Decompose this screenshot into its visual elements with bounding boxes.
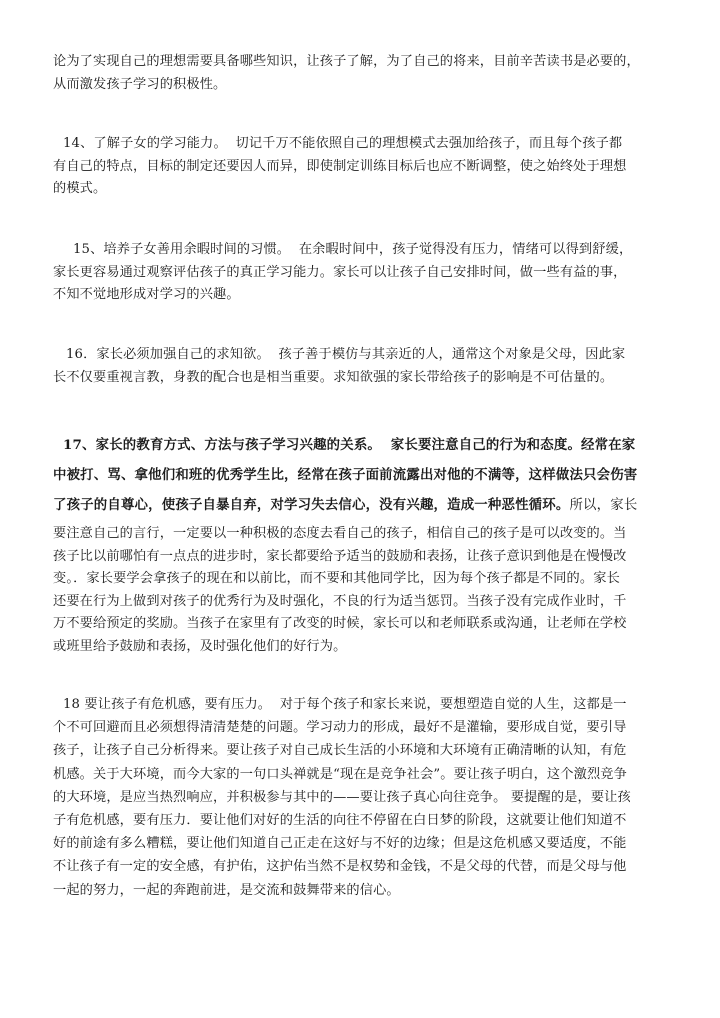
text-line: 孩子，让孩子自己分析得来。要让孩子对自己成长生活的小环境和大环境有正确清晰的认知，有危 [53, 743, 627, 759]
paragraph-14 [53, 133, 687, 201]
paragraph-heading: 18 要让孩子有危机感，要有压力。 [63, 697, 272, 712]
text-line: 孩子比以前哪怕有一点点的进步时，家长都要给予适当的鼓励和表扬，让孩子意识到他是在慢慢改 [53, 548, 627, 564]
paragraph-intro [53, 51, 687, 96]
paragraph-18 [53, 693, 687, 902]
text-line: 了孩子的自尊心，使孩子自暴自弃，对学习失去信心，没有兴趣，造成一种恶性循环。所以，家长 [53, 497, 638, 513]
text-line: 机感。关于大环境，而今大家的一句口头禅就是“现在是竞争社会”。要让孩子明白，这个激烈竞争 [53, 766, 627, 782]
text-line: 论为了实现自己的理想需要具备哪些知识，让孩子了解，为了自己的将来，目前辛苦读书是必要的， [53, 54, 640, 69]
paragraph-17 [53, 430, 687, 659]
text-line: 14、了解子女的学习能力。 切记千万不能依照自己的理想模式去强加给孩子，而且每个孩子都 [63, 136, 623, 151]
paragraph-heading: 16．家长必须加强自己的求知欲。 [66, 347, 270, 362]
text-line: 不让孩子有一定的安全感，有护佑，这护佑当然不是权势和金钱，不是父母的代替，而是父母与他 [53, 859, 627, 875]
text-line: 16．家长必须加强自己的求知欲。 孩子善于模仿与其亲近的人，通常这个对象是父母，因此家 [66, 347, 626, 362]
text-line: 15、培养子女善用余暇时间的习惯。 在余暇时间中，孩子觉得没有压力，情绪可以得到舒缓， [73, 242, 633, 257]
paragraph-heading: 17、家长的教育方式、方法与孩子学习兴趣的关系。 [63, 437, 382, 453]
text-line: 要注意自己的言行，一定要以一种积极的态度去看自己的孩子，相信自己的孩子是可以改变的。当 [53, 526, 627, 541]
text-line: 变。．家长要学会拿孩子的现在和以前比，而不要和其他同学比，因为每个孩子都是不同的。家长 [53, 571, 620, 587]
text-line: 从而激发孩子学习的积极性。 [53, 76, 227, 92]
text-line: 中被打、骂、拿他们和班的优秀学生比，经常在孩子面前流露出对他的不满等，这样做法只会伤害 [53, 467, 638, 483]
text-line: 一起的努力，一起的奔跑前进，是交流和鼓舞带来的信心。 [53, 882, 400, 898]
text-line: 不知不觉地形成对学习的兴趣。 [53, 287, 240, 303]
paragraph-16 [53, 344, 687, 389]
paragraph-heading: 14、了解子女的学习能力。 [63, 136, 227, 151]
text-line: 万不要给预定的奖励。当孩子在家里有了改变的时候，家长可以和老师联系或沟通，让老师在学校 [53, 616, 627, 632]
text-line: 的模式。 [53, 181, 107, 197]
text-line: 的大环境，是应当热烈响应，并积极参与其中的——要让孩子真心向往竞争。 要提醒的是，要让孩 [53, 789, 631, 805]
text-line: 个不可回避而且必须想得清清楚楚的问题。学习动力的形成，最好不是灌输，要形成自觉，要引导 [53, 720, 627, 736]
paragraph-15 [53, 239, 687, 307]
text-line: 长不仅要重视言教，身教的配合也是相当重要。求知欲强的家长带给孩子的影响是不可估量的。 [53, 369, 614, 385]
text-line: 17、家长的教育方式、方法与孩子学习兴趣的关系。 家长要注意自己的行为和态度。经常在家 [63, 437, 636, 453]
text-line: 或班里给予鼓励和表扬，及时强化他们的好行为。 [53, 638, 347, 654]
paragraph-heading: 15、培养子女善用余暇时间的习惯。 [73, 242, 291, 257]
text-line: 好的前途有多么糟糕，要让他们知道自己正走在这好与不好的边缘；但是这危机感又要适度，不能 [53, 836, 627, 852]
text-fragment: 所以，家长 [569, 498, 638, 513]
text-line: 子有危机感，要有压力．要让他们对好的生活的向往不停留在白日梦的阶段，这就要让他们知道不 [53, 813, 627, 829]
text-line: 家长更容易通过观察评估孩子的真正学习能力。家长可以让孩子自己安排时间，做一些有益的事， [53, 264, 627, 280]
text-line: 还要在行为上做到对孩子的优秀行为及时强化，不良的行为适当惩罚。当孩子没有完成作业时，千 [53, 593, 627, 609]
text-line: 18 要让孩子有危机感，要有压力。 对于每个孩子和家长来说，要想塑造自觉的人生，这都是一 [63, 697, 627, 712]
text-line: 有自己的特点，目标的制定还要因人而异，即使制定训练目标后也应不断调整，使之始终处于理想 [53, 158, 627, 174]
